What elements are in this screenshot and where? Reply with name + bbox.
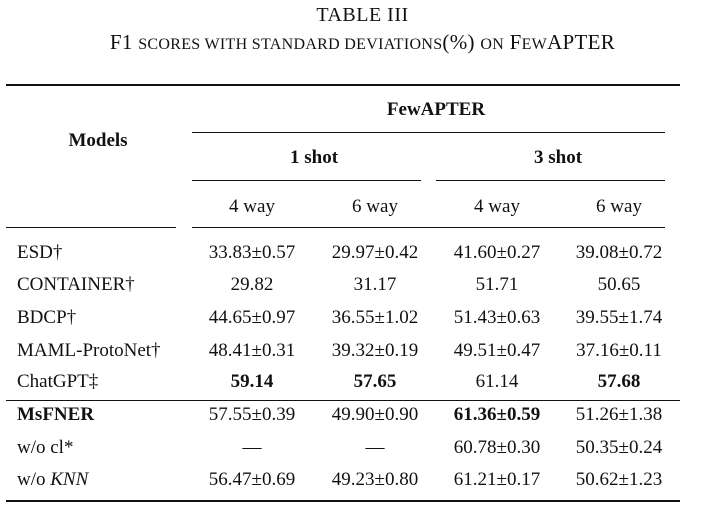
score-cell: 49.90±0.90	[331, 404, 419, 425]
score-cell: 49.51±0.47	[453, 340, 541, 361]
score-cell: 51.26±1.38	[575, 404, 663, 425]
score-cell-best: 57.68	[597, 371, 641, 392]
score-cell: 61.14	[475, 371, 519, 392]
score-cell: 36.55±1.02	[331, 307, 419, 328]
shot3-header: 3 shot	[533, 147, 583, 168]
score-cell: 29.97±0.42	[331, 242, 419, 263]
table-label: TABLE III	[316, 4, 409, 26]
score-cell: —	[242, 437, 262, 458]
score-cell-best: 59.14	[230, 371, 274, 392]
score-cell: 61.21±0.17	[453, 469, 541, 490]
way-header-4: 6 way	[596, 196, 642, 217]
score-cell: 39.08±0.72	[575, 242, 663, 263]
ablation-component: cl*	[50, 437, 74, 458]
model-name: BDCP†	[17, 307, 77, 328]
models-header: Models	[68, 130, 128, 151]
score-cell: 48.41±0.31	[208, 340, 296, 361]
way-header-1: 4 way	[229, 196, 275, 217]
score-cell: 60.78±0.30	[453, 437, 541, 458]
top-rule	[6, 84, 680, 86]
score-cell: 50.62±1.23	[575, 469, 663, 490]
model-name: MAML-ProtoNet†	[17, 340, 161, 361]
header-bottom-rule-right	[192, 227, 665, 228]
score-cell: —	[365, 437, 385, 458]
score-cell: 50.35±0.24	[575, 437, 663, 458]
score-cell: 56.47±0.69	[208, 469, 296, 490]
score-cell: 50.65	[597, 274, 641, 295]
score-cell-best: 61.36±0.59	[453, 404, 541, 425]
dataset-rule	[192, 132, 665, 133]
way-header-2: 6 way	[352, 196, 398, 217]
score-cell: 37.16±0.11	[576, 340, 662, 361]
score-cell: 57.55±0.39	[208, 404, 296, 425]
way-header-3: 4 way	[474, 196, 520, 217]
bottom-rule	[6, 500, 680, 502]
model-name: CONTAINER†	[17, 274, 135, 295]
score-cell: 31.17	[353, 274, 397, 295]
model-name	[17, 469, 88, 491]
ablation-component: KNN	[50, 469, 89, 490]
model-name: ESD†	[17, 242, 63, 263]
group-divider-rule	[6, 400, 680, 401]
score-cell: 49.23±0.80	[331, 469, 419, 490]
score-cell: 44.65±0.97	[208, 307, 296, 328]
shot1-rule	[192, 180, 421, 181]
ablation-prefix: w/o	[17, 469, 51, 490]
model-name	[17, 437, 73, 459]
model-name: ChatGPT‡	[17, 371, 99, 392]
shot3-rule	[436, 180, 665, 181]
score-cell: 39.32±0.19	[331, 340, 419, 361]
score-cell: 51.71	[475, 274, 519, 295]
score-cell: 33.83±0.57	[208, 242, 296, 263]
score-cell: 29.82	[230, 274, 274, 295]
model-name-proposed: MsFNER	[17, 404, 95, 425]
score-cell-best: 57.65	[353, 371, 397, 392]
score-cell: 39.55±1.74	[575, 307, 663, 328]
table-caption: F1 SCORES WITH STANDARD DEVIATIONS(%) ON FEWAPTER	[109, 30, 616, 54]
shot1-header: 1 shot	[289, 147, 339, 168]
score-cell: 51.43±0.63	[453, 307, 541, 328]
dataset-header: FewAPTER	[386, 99, 486, 120]
models-rule	[6, 227, 176, 228]
score-cell: 41.60±0.27	[453, 242, 541, 263]
ablation-prefix: w/o	[17, 437, 51, 458]
